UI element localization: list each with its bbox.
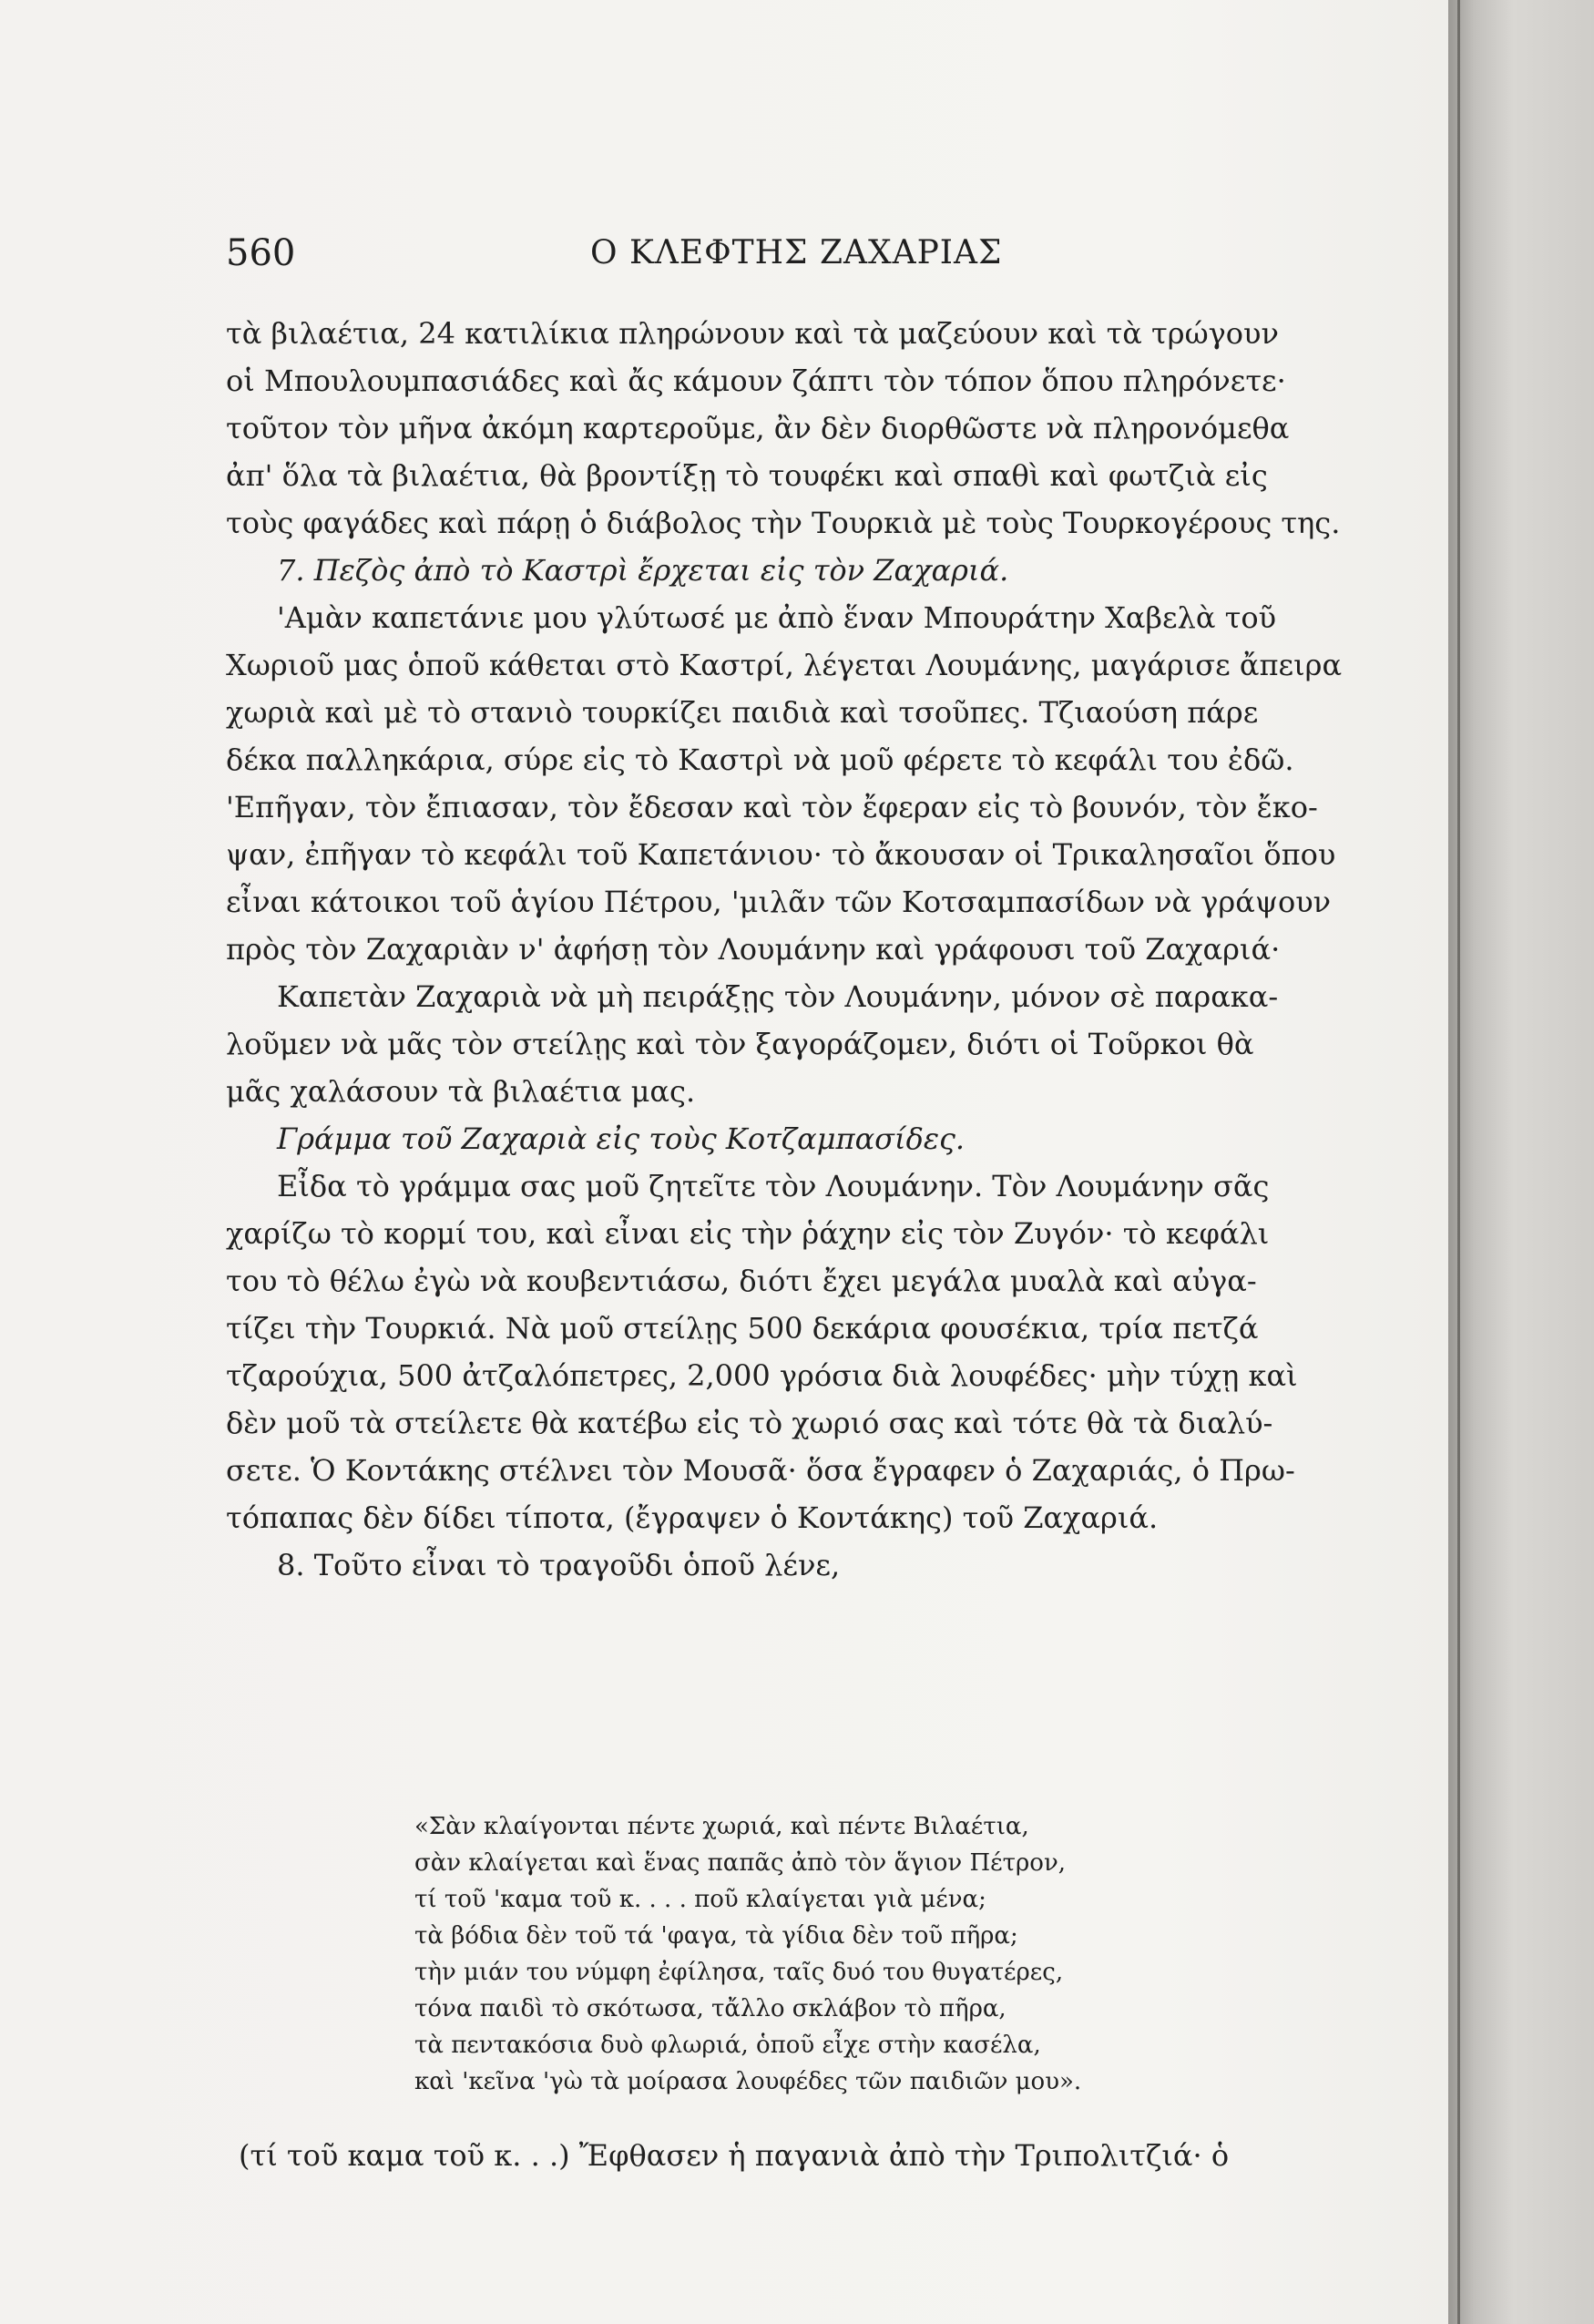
text-line: τίζει τὴν Τουρκιά. Νὰ μοῦ στείλῃς 500 δεκάρια φουσέκια, τρία πετζά bbox=[226, 1311, 1259, 1346]
verse-line: «Σὰν κλαίγονται πέντε χωριά, καὶ πέντε Βιλαέτια, bbox=[414, 1813, 1029, 1840]
text-line: τζαρούχια, 500 ἀτζαλόπετρες, 2,000 γρόσια διὰ λουφέδες· μὴν τύχῃ καὶ bbox=[226, 1358, 1298, 1393]
page-edge bbox=[1457, 0, 1460, 2324]
text-line: 'Αμὰν καπετάνιε μου γλύτωσέ με ἀπὸ ἕναν Μπουράτην Χαβελὰ τοῦ bbox=[277, 600, 1277, 635]
letter-heading: Γράμμα τοῦ Ζαχαριὰ εἰς τοὺς Κοτζαμπασίδες. bbox=[277, 1121, 966, 1156]
text-line: Καπετὰν Ζαχαριὰ νὰ μὴ πειράξῃς τὸν Λουμάνην, μόνον σὲ παρακα- bbox=[277, 979, 1279, 1014]
running-title: Ο ΚΛΕΦΤΗΣ ΖΑΧΑΡΙΑΣ bbox=[590, 234, 1003, 271]
text-line: χαρίζω τὸ κορμί του, καὶ εἶναι εἰς τὴν ῥάχην εἰς τὸν Ζυγόν· τὸ κεφάλι bbox=[226, 1216, 1270, 1251]
verse-line: τὴν μιάν του νύμφη ἐφίλησα, ταῖς δυό του θυγατέρες, bbox=[414, 1959, 1064, 1986]
text-line: δὲν μοῦ τὰ στείλετε θὰ κατέβω εἰς τὸ χωριό σας καὶ τότε θὰ τὰ διαλύ- bbox=[226, 1406, 1273, 1440]
text-line: εἶναι κάτοικοι τοῦ ἁγίου Πέτρου, 'μιλᾶν τῶν Κοτσαμπασίδων νὰ γράψουν bbox=[226, 885, 1332, 919]
text-line: Εἶδα τὸ γράμμα σας μοῦ ζητεῖτε τὸν Λουμάνην. Τὸν Λουμάνην σᾶς bbox=[277, 1169, 1270, 1203]
song-verse bbox=[414, 1808, 1198, 2100]
running-header bbox=[226, 226, 1046, 281]
book-gutter bbox=[1448, 0, 1594, 2324]
verse-line: καὶ 'κεῖνα 'γὼ τὰ μοίρασα λουφέδες τῶν παιδιῶν μου». bbox=[414, 2068, 1082, 2095]
verse-line: τὰ βόδια δὲν τοῦ τά 'φαγα, τὰ γίδια δὲν τοῦ πῆρα; bbox=[414, 1922, 1018, 1950]
text-line: 'Επῆγαν, τὸν ἔπιασαν, τὸν ἔδεσαν καὶ τὸν ἔφεραν εἰς τὸ βουνόν, τὸν ἔκο- bbox=[226, 790, 1318, 824]
text-line: τὰ βιλαέτια, 24 κατιλίκια πληρώνουν καὶ τὰ μαζεύουν καὶ τὰ τρώγουν bbox=[226, 316, 1279, 351]
closing-line: (τί τοῦ καμα τοῦ κ. . .) Ἔφθασεν ἡ παγανιὰ ἀπὸ τὴν Τριπολιτζιά· ὁ bbox=[239, 2138, 1230, 2173]
text-line: τοῦτον τὸν μῆνα ἀκόμη καρτεροῦμε, ἂν δὲν διορθῶστε νὰ πληρονόμεθα bbox=[226, 411, 1290, 445]
page-number: 560 bbox=[226, 232, 296, 274]
text-line: ἀπ' ὅλα τὰ βιλαέτια, θὰ βροντίξῃ τὸ τουφέκι καὶ σπαθὶ καὶ φωτζιὰ εἰς bbox=[226, 458, 1268, 493]
text-line: οἱ Μπουλουμπασιάδες καὶ ἄς κάμουν ζάπτι τὸν τόπον ὅπου πληρόνετε· bbox=[226, 363, 1286, 398]
text-line: τόπαπας δὲν δίδει τίποτα, (ἔγραψεν ὁ Κοντάκης) τοῦ Ζαχαριά. bbox=[226, 1500, 1159, 1535]
verse-line: τί τοῦ 'καμα τοῦ κ. . . . ποῦ κλαίγεται γιὰ μένα; bbox=[414, 1886, 986, 1913]
text-line: του τὸ θέλω ἐγὼ νὰ κουβεντιάσω, διότι ἔχει μεγάλα μυαλὰ καὶ αὐγα- bbox=[226, 1264, 1257, 1298]
verse-line: τὰ πεντακόσια δυὸ φλωριά, ὁποῦ εἶχε στὴν κασέλα, bbox=[414, 2032, 1041, 2059]
text-line: χωριὰ καὶ μὲ τὸ στανιὸ τουρκίζει παιδιὰ καὶ τσοῦπες. Τζιαούση πάρε bbox=[226, 695, 1259, 730]
text-line: πρὸς τὸν Ζαχαριὰν ν' ἀφήσῃ τὸν Λουμάνην καὶ γράφουσι τοῦ Ζαχαριά· bbox=[226, 932, 1281, 967]
text-line: 8. Τοῦτο εἶναι τὸ τραγοῦδι ὁποῦ λένε, bbox=[277, 1548, 841, 1582]
text-line: λοῦμεν νὰ μᾶς τὸν στείλῃς καὶ τὸν ξαγοράζομεν, διότι οἱ Τοῦρκοι θὰ bbox=[226, 1027, 1254, 1061]
text-line: σετε. Ὁ Κοντάκης στέλνει τὸν Μουσᾶ· ὅσα ἔγραφεν ὁ Ζαχαριάς, ὁ Πρω- bbox=[226, 1453, 1295, 1488]
text-line: δέκα παλληκάρια, σύρε εἰς τὸ Καστρὶ νὰ μοῦ φέρετε τὸ κεφάλι του ἐδῶ. bbox=[226, 742, 1294, 777]
text-line: μᾶς χαλάσουν τὰ βιλαέτια μας. bbox=[226, 1074, 696, 1109]
main-text bbox=[226, 310, 1343, 1589]
verse-line: σὰν κλαίγεται καὶ ἕνας παπᾶς ἀπὸ τὸν ἅγιον Πέτρον, bbox=[414, 1849, 1067, 1877]
text-line: τοὺς φαγάδες καὶ πάρῃ ὁ διάβολος τὴν Τουρκιὰ μὲ τοὺς Τουρκογέρους της. bbox=[226, 506, 1341, 540]
verse-line: τόνα παιδὶ τὸ σκότωσα, τἄλλο σκλάβον τὸ πῆρα, bbox=[414, 1995, 1006, 2022]
text-line: Χωριοῦ μας ὁποῦ κάθεται στὸ Καστρί, λέγεται Λουμάνης, μαγάρισε ἄπειρα bbox=[226, 648, 1343, 682]
section-heading: 7. Πεζὸς ἀπὸ τὸ Καστρὶ ἔρχεται εἰς τὸν Ζαχαριά. bbox=[277, 553, 1009, 588]
text-line: ψαν, ἐπῆγαν τὸ κεφάλι τοῦ Καπετάνιου· τὸ ἄκουσαν οἱ Τρικαλησαῖοι ὅπου bbox=[226, 837, 1336, 872]
